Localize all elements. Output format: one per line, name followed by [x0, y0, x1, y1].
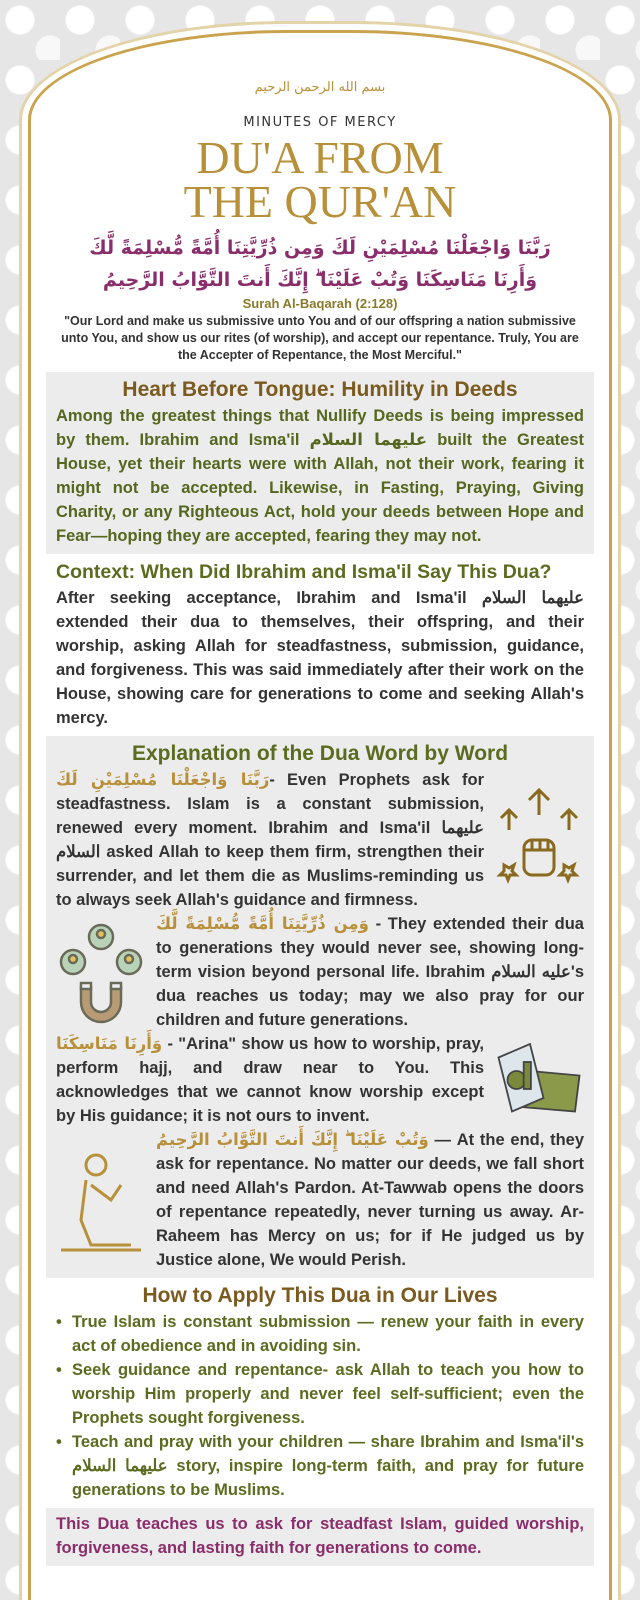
arabic-phrase: وَأَرِنَا مَنَاسِكَنَا [56, 1034, 163, 1053]
arabic-honorific: عليهما السلام [309, 430, 428, 449]
section-text [56, 404, 584, 548]
raised-fist-icon [494, 785, 584, 895]
item-text [156, 1128, 584, 1272]
arabic-line-1: رَبَّنَا وَاجْعَلْنَا مُسْلِمَيْنِ لَكَ وَمِن ذُرِّيَّتِنَا أُمَّةً مُّسْلِمَةً لَّكَ [89, 237, 551, 259]
arabic-line-2: وَأَرِنَا مَنَاسِكَنَا وَتُبْ عَلَيْنَا ۖ إِنَّكَ أَنتَ التَّوَّابُ الرَّحِيمُ [102, 269, 538, 291]
text: - "Arina" show us how to worship, pray, perform hajj, and draw near to You. This acknowledges that we cannot know worship except by His guidance; it is not ours to invent. [56, 1035, 484, 1125]
explanation-item [56, 768, 584, 912]
series-name: MINUTES OF MERCY [243, 115, 397, 130]
item-text [56, 768, 484, 912]
closing-text: This Dua teaches us to ask for steadfast Islam, guided worship, forgiveness, and lasting faith for generations to come. [56, 1515, 584, 1557]
section-heading: Explanation of the Dua Word by Word [131, 742, 509, 765]
page-title [46, 132, 594, 227]
list-item: • Teach and pray with your children — share Ibrahim and Isma'il's عليهما السلام story, inspire long-term faith, and pray for future generations to be Muslims. [56, 1430, 584, 1502]
bismillah-calligraphy: بسم الله الرحمن الرحيم [254, 80, 386, 95]
text: Among the greatest things that Nullify Deeds is being impressed by them. Ibrahim and Isma'il [56, 407, 584, 449]
verse-translation: "Our Lord and make us submissive unto You and of our offspring a nation submissive unto You, and show us our rites (of worship), and accept our repentance. Truly, You are the Accepter of Repentance, the Most Merciful." [61, 314, 579, 362]
list-item: • True Islam is constant submission — renew your faith in every act of obedience and in avoiding sin. [56, 1310, 584, 1358]
explanation-item [56, 912, 584, 1032]
section-heading: Context: When Did Ibrahim and Isma'il Say This Dua? [56, 561, 552, 583]
humility-section [46, 372, 594, 554]
text: After seeking acceptance, Ibrahim and Isma'il [56, 589, 482, 607]
text: - They extended their dua to generations they would never see, showing long-term vision beyond personal life. Ibrahim عليه السلام's dua reaches us today; may we also pray for our children and future generations. [156, 915, 584, 1029]
praying-person-icon [56, 1140, 146, 1260]
arabic-phrase: وَتُبْ عَلَيْنَا ۖ إِنَّكَ أَنتَ التَّوَّابُ الرَّحِيمُ [156, 1130, 429, 1149]
mosque-card-icon [494, 1035, 584, 1125]
explanation-item [56, 1128, 584, 1272]
text: extended their dua to themselves, their offspring, and their worship, asking Allah for steadfastness, submission, guidance, and forgiveness. This was said immediately after their work on the House, showing care for generations to come and seeking Allah's mercy. [56, 613, 584, 727]
section-text [56, 586, 584, 730]
section-heading: Heart Before Tongue: Humility in Deeds [122, 378, 518, 401]
context-section [46, 554, 594, 736]
arabic-honorific: عليهما السلام [481, 589, 584, 607]
title-line-2: THE QUR'AN [183, 176, 457, 227]
apply-section [46, 1278, 594, 1508]
explanation-item [56, 1032, 584, 1128]
poster-content [46, 30, 594, 1600]
explanation-section [46, 736, 594, 1278]
closing-section [46, 1508, 594, 1566]
arabic-phrase: وَمِن ذُرِّيَّتِنَا أُمَّةً مُّسْلِمَةً لَّكَ [156, 914, 369, 933]
text: - Even Prophets ask for steadfastness. Islam is a constant submission, renewed every moment. Ibrahim and Isma'il عليهما السلام asked Allah to keep them firm, strengthen their surrender, and let them die as Muslims-reminding us to always seek Allah's guidance and firmness. [56, 771, 484, 909]
title-line-1: DU'A FROM [196, 132, 444, 183]
arabic-phrase: رَبَّنَا وَاجْعَلْنَا مُسْلِمَيْنِ لَكَ [56, 770, 270, 789]
verse-reference: Surah Al-Baqarah (2:128) [242, 296, 398, 311]
arabic-verse [46, 232, 594, 296]
list-item: • Seek guidance and repentance- ask Allah to teach you how to worship Him properly and never feel self-sufficient; even the Prophets sought forgiveness. [56, 1358, 584, 1430]
section-heading: How to Apply This Dua in Our Lives [142, 1284, 498, 1307]
header [46, 80, 594, 364]
text: built the Greatest House, yet their hearts were with Allah, not their work, fearing it might not be accepted. Likewise, in Fasting, Praying, Giving Charity, or any Righteous Act, hold your deeds between Hope and Fear—hoping they are accepted, fearing they may not. [56, 431, 585, 545]
item-text [56, 1032, 484, 1128]
generations-magnet-icon [56, 917, 146, 1027]
apply-list [56, 1310, 584, 1502]
text: — At the end, they ask for repentance. No matter our deeds, we fall short and need Allah's Pardon. At-Tawwab opens the doors of repentance repeatedly, never turning us away. Ar-Raheem has Mercy on us; for if He judged us by Justice alone, We would Perish. [156, 1131, 584, 1269]
item-text [156, 912, 584, 1032]
